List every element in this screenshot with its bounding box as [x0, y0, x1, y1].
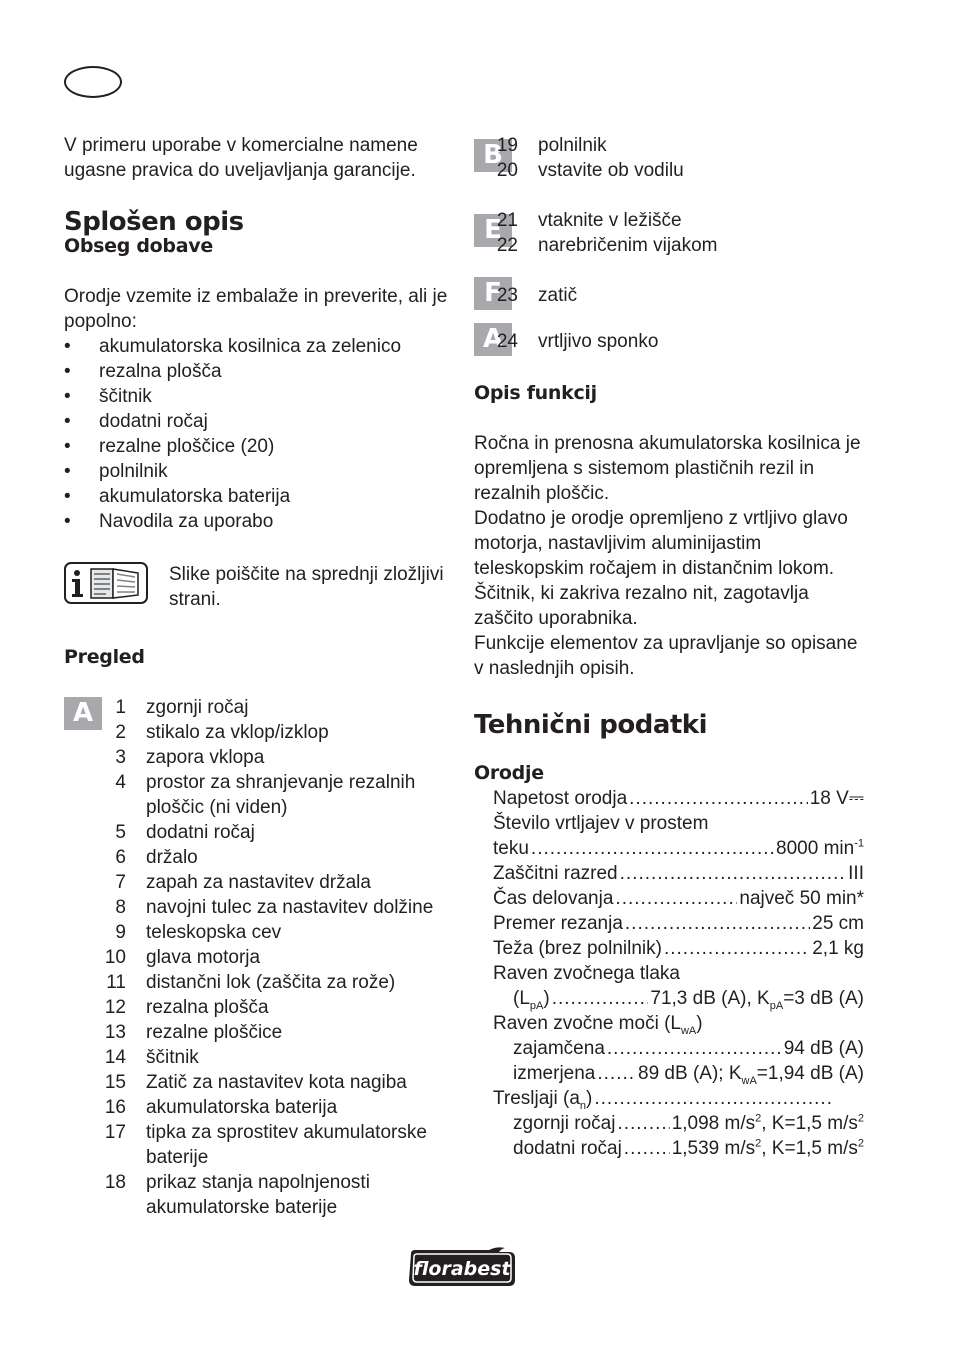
- overview-parts: [64, 695, 454, 1220]
- delivery-scope-heading: Obseg dobave: [64, 235, 213, 257]
- parts-list: [492, 208, 864, 258]
- spec-sound-pressure: $(L_{pA})$ ..... 71,3 dB (A), $K_{pA}=3$ dB (A): [493, 986, 864, 1011]
- spec-cut-diameter: Premer rezanja ..... 25 cm: [493, 911, 864, 936]
- list-item: 18 prikaz stanja napolnjenosti akumulatorske baterije: [104, 1172, 370, 1218]
- list-item: • polnilnik: [64, 459, 454, 484]
- list-item: 15 Zatič za nastavitev kota nagiba: [104, 1072, 407, 1093]
- spec-list: [493, 786, 864, 1161]
- list-item: • rezalna plošča: [64, 359, 454, 384]
- function-heading: Opis funkcij: [474, 382, 597, 404]
- list-item: 8 navojni tulec za nastavitev dolžine: [115, 897, 434, 918]
- right-column: [474, 133, 864, 1161]
- spec-protection: Zaščitni razred ..... III: [493, 861, 864, 886]
- list-item: 22 narebričenim vijakom: [496, 235, 718, 256]
- parts-list: [492, 133, 864, 183]
- list-item: 21 vtaknite v ležišče: [496, 210, 682, 231]
- language-badge: [64, 66, 122, 98]
- list-item: 3 zapora vklopa: [115, 747, 265, 768]
- figure-badge-b: B: [474, 139, 512, 172]
- list-item: 19 polnilnik: [496, 135, 607, 156]
- florabest-logo: [405, 1244, 519, 1290]
- spec-vib-aux: dodatni ročaj ..... 1,539 $m/s^2$, K=1,5 $m/s^2$: [493, 1136, 864, 1161]
- function-text: Dodatno je orodje opremljeno z vrtljivo glavo motorja, nastavljivim aluminijastim teleskopskim ročajem in distančnim lokom.: [474, 508, 848, 579]
- parts-group-f: [474, 277, 864, 310]
- left-column: [64, 133, 454, 1220]
- list-item: 23 zatič: [496, 285, 578, 306]
- list-item: • rezalne ploščice (20): [64, 434, 454, 459]
- parts-list: [98, 695, 454, 1220]
- general-description-heading: Splošen opis: [64, 207, 244, 237]
- list-item: • akumulatorska baterija: [64, 484, 454, 509]
- parts-group-a: [474, 323, 864, 356]
- parts-list: [492, 329, 864, 354]
- list-item: 11 distančni lok (zaščita za rože): [106, 972, 396, 993]
- list-item: 4 prostor za shranjevanje rezalnih ploščic (ni viden): [115, 772, 416, 818]
- list-item: 14 ščitnik: [104, 1047, 199, 1068]
- spec-measured: izmerjena ..... 89 dB (A); $K_{wA}=1,94$ dB (A): [493, 1061, 864, 1086]
- list-item: • dodatni ročaj: [64, 409, 454, 434]
- list-item: 10 glava motorja: [104, 947, 261, 968]
- dc-symbol-icon: ⎓: [848, 788, 864, 809]
- spec-guaranteed: zajamčena ..... 94 dB (A): [493, 1036, 864, 1061]
- info-foldout-icon: [64, 562, 148, 604]
- spec-vibration-label: Tresljaji $(a_n)$ .....: [493, 1086, 864, 1111]
- list-item: 20 vstavite ob vodilu: [496, 160, 684, 181]
- function-text: Ročna in prenosna akumulatorska kosilnica je opremljena s sistemom plastičnih rezil in rezalnih ploščic.: [474, 433, 861, 504]
- list-item: 2 stikalo za vklop/izklop: [115, 722, 329, 743]
- technical-data-heading: Tehnični podatki: [474, 710, 707, 740]
- function-text: Funkcije elementov za upravljanje so opisane v naslednjih opisih.: [474, 633, 858, 679]
- fold-out-note: [64, 562, 454, 612]
- fold-out-note-text: Slike poiščite na sprednji zložljivi strani.: [169, 564, 444, 610]
- figure-badge-f: F: [474, 277, 512, 310]
- spec-voltage: Napetost orodja ..... 18 V⎓: [493, 786, 864, 811]
- svg-text:florabest: florabest: [413, 1258, 511, 1280]
- list-item: 16 akumulatorska baterija: [104, 1097, 338, 1118]
- overview-heading: Pregled: [64, 646, 145, 668]
- list-item: 24 vrtljivo sponko: [496, 331, 659, 352]
- list-item: 6 držalo: [115, 847, 198, 868]
- spec-speed: teku ..... 8000 $\min^{-1}$: [493, 836, 864, 861]
- parts-group-e: [474, 208, 864, 258]
- list-item: • ščitnik: [64, 384, 454, 409]
- spec-runtime: Čas delovanja ..... največ 50 min*: [493, 886, 864, 911]
- delivery-intro: Orodje vzemite iz embalaže in preverite, ali je popolno:: [64, 286, 448, 332]
- spec-weight: Teža (brez polnilnik) ..... 2,1 kg: [493, 936, 864, 961]
- list-item: • Navodila za uporabo: [64, 509, 454, 534]
- function-text: Ščitnik, ki zakriva rezalno nit, zagotavlja zaščito uporabnika.: [474, 583, 809, 629]
- list-item: • akumulatorska kosilnica za zelenico: [64, 334, 454, 359]
- list-item: 13 rezalne ploščice: [104, 1022, 283, 1043]
- warranty-note: V primeru uporabe v komercialne namene ugasne pravica do uveljavljanja garancije.: [64, 135, 418, 181]
- list-item: 9 teleskopska cev: [115, 922, 282, 943]
- tool-subheading: Orodje: [474, 762, 544, 784]
- figure-badge-a: A: [64, 697, 102, 730]
- parts-list: [492, 283, 864, 308]
- list-item: 5 dodatni ročaj: [115, 822, 255, 843]
- list-item: 7 zapah za nastavitev držala: [115, 872, 371, 893]
- parts-group-b: [474, 133, 864, 183]
- figure-badge-e: E: [474, 214, 512, 247]
- list-item: 17 tipka za sprostitev akumulatorske baterije: [104, 1122, 427, 1168]
- spec-sound-pressure-label: Raven zvočnega tlaka: [493, 963, 680, 984]
- list-item: 12 rezalna plošča: [104, 997, 269, 1018]
- figure-badge-a: A: [474, 323, 512, 356]
- spec-vib-upper: zgornji ročaj ..... 1,098 $m/s^2$, K=1,5 $m/s^2$: [493, 1111, 864, 1136]
- spec-speed-label: Število vrtljajev v prostem: [493, 813, 709, 834]
- spec-sound-power-label: Raven zvočne moči $(L_{wA})$: [493, 1013, 703, 1037]
- list-item: 1 zgornji ročaj: [115, 697, 249, 718]
- delivery-list: [64, 334, 454, 534]
